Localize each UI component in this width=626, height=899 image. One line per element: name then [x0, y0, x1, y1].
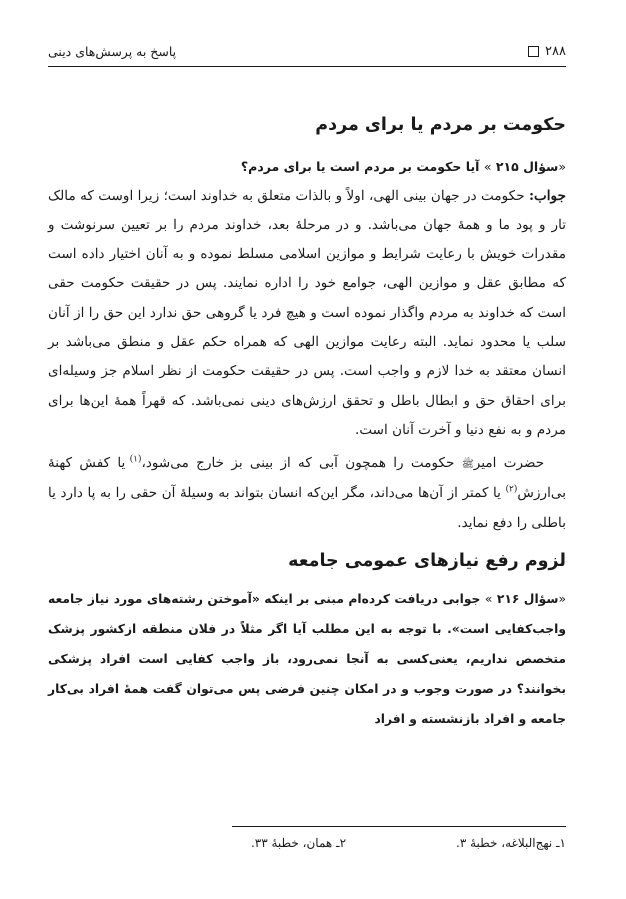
honorific-glyph: ﷺ — [461, 459, 474, 471]
answer-p2-part2: حکومت را همچون آبی که از بینی بز خارج می‌شود، — [141, 455, 462, 472]
answer-paragraph-2 — [48, 449, 566, 538]
header-rule — [48, 66, 566, 67]
footnote-ref-2[interactable]: (۲) — [505, 484, 518, 495]
footnote-1: ۱ـ نهج‌البلاغه، خطبهٔ ۳. — [456, 836, 566, 850]
section-heading-2: لزوم رفع نیازهای عمومی جامعه — [288, 551, 566, 572]
footnotes — [48, 836, 566, 850]
question-text: آیا حکومت بر مردم است یا برای مردم؟ — [240, 159, 480, 174]
question-215 — [48, 152, 566, 182]
page-number: ۲۸۸ — [545, 44, 566, 59]
question-label: سؤال ۲۱۶ — [496, 592, 559, 607]
page-number-group — [528, 44, 566, 59]
footnote-ref-1[interactable]: (۱) — [129, 454, 142, 465]
answer-label: جواب: — [528, 187, 566, 204]
answer-p2-part4: یا کمتر از آن‌ها می‌داند، مگر این‌که انسان بتواند به وسیلهٔ آن حقی را به پا دارد یا باطلی را دفع نماید. — [48, 485, 566, 531]
question-close-mark: » — [484, 592, 493, 607]
book-title: پاسخ به پرسش‌های دینی — [48, 44, 177, 59]
square-icon — [528, 46, 539, 57]
answer-p2-part1: حضرت امیر — [473, 455, 545, 472]
answer-paragraph-1 — [48, 182, 566, 446]
page-content — [48, 110, 566, 734]
question-close-mark: » — [483, 159, 492, 174]
answer-text: حکومت در جهان بینی الهی، اولاً و بالذات متعلق به خداوند است؛ زیرا اوست که مالک تار و پود ما و همهٔ جهان می‌باشد. و در مرحلهٔ بعد، خداوند مردم را بر تعیین سرنوشت و مقدرات خویش با رعایت شرایط و موازین اسلامی مسلط نموده و به آنان اختیار داده است که مطابق عقل و موازین الهی، جوامع خود را اداره نمایند. پس در حقیقت حکومت حقی است که خداوند به مردم واگذار نموده است و هیچ فرد یا گروهی حق ندارد این حق را از آنان سلب یا محدود نماید. البته رعایت موازین الهی که همراه حکم عقل و منطق می‌باشد بر انسان معتقد به خدا لازم و واجب است. پس در حقیقت حکومت از نظر اسلام جز وسیله‌ای برای احقاق حق و ابطال باطل و تحقق ارزش‌های دینی نمی‌باشد. که قهراً همهٔ این‌ها برای مردم و به نفع دنیا و آخرت آنان است. — [48, 187, 566, 438]
question-label: سؤال ۲۱۵ — [495, 159, 559, 174]
answer-p2-part3: یا کفش کهنهٔ بی‌ارزش — [48, 455, 566, 502]
footnote-rule — [232, 826, 566, 827]
question-open-mark: « — [558, 159, 566, 174]
section-heading-1: حکومت بر مردم یا برای مردم — [315, 115, 566, 135]
question-text: جوابی دریافت کرده‌ام مبنی بر اینکه «آموختن رشته‌های مورد نیاز جامعه واجب‌کفایی است». با توجه به این مطلب آیا اگر مثلاً در فلان منطقه ازکشور پزشک متخصص نداریم، یعنی‌کسی به آنجا نمی‌رود، باز واجب کفایی است افراد پزشکی بخوانند؟ در صورت وجوب و در امکان چنین فرضی پس می‌توان گفت همهٔ افراد بی‌کار جامعه و افراد بازنشسته و افراد — [48, 592, 566, 727]
question-216 — [48, 584, 566, 734]
running-header — [48, 40, 566, 68]
question-open-mark: « — [558, 592, 567, 607]
footnote-2: ۲ـ همان، خطبهٔ ۳۳. — [250, 836, 347, 850]
